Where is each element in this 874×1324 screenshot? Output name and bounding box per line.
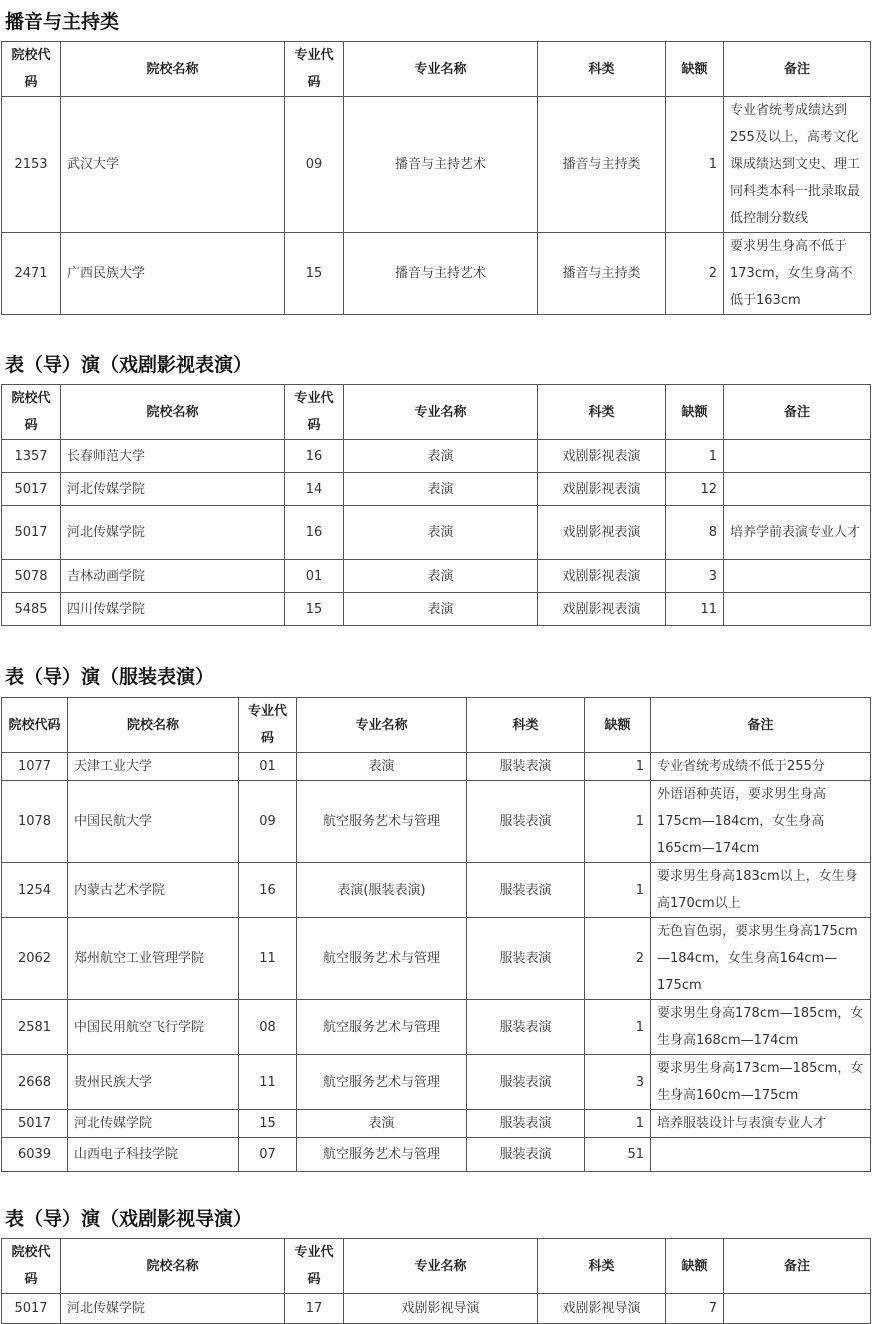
table-row [2, 593, 871, 626]
section-title: 表（导）演（服装表演） [5, 666, 215, 688]
major-name-cell: 航空服务艺术与管理 [297, 918, 467, 1000]
major-code-cell: 15 [285, 593, 344, 626]
vacancy-cell: 11 [666, 593, 724, 626]
section-title: 表（导）演（戏剧影视表演） [5, 354, 253, 376]
school-code-cell: 6039 [2, 1138, 68, 1172]
remarks-cell: 外语语种英语，要求男生身高175cm—184cm，女生身高165cm—174cm [651, 781, 871, 863]
major-name-header: 专业名称 [344, 1239, 538, 1294]
vacancy-header: 缺额 [585, 698, 651, 753]
category-header: 科类 [538, 42, 666, 97]
category-header: 科类 [467, 698, 585, 753]
category-cell: 服装表演 [467, 1138, 585, 1172]
section-title: 表（导）演（戏剧影视导演） [5, 1208, 253, 1230]
major-code-cell: 16 [285, 506, 344, 560]
remarks-cell: 要求男生身高183cm以上，女生身高170cm以上 [651, 863, 871, 918]
major-code-cell: 14 [285, 473, 344, 506]
major-name-cell: 表演 [297, 753, 467, 781]
category-cell: 服装表演 [467, 1055, 585, 1110]
remarks-header: 备注 [651, 698, 871, 753]
school-name-cell: 广西民族大学 [61, 233, 285, 315]
major-name-cell: 航空服务艺术与管理 [297, 1055, 467, 1110]
remarks-cell [724, 1294, 871, 1324]
school-name-cell: 长春师范大学 [61, 440, 285, 473]
major-code-cell: 01 [239, 753, 297, 781]
vacancy-cell: 1 [585, 781, 651, 863]
table-row [2, 781, 871, 863]
table-row [2, 1055, 871, 1110]
major-code-cell: 08 [239, 1000, 297, 1055]
school-code-cell: 2471 [2, 233, 61, 315]
category-cell: 服装表演 [467, 1000, 585, 1055]
major-code-header: 专业代码 [285, 1239, 344, 1294]
admission-table [1, 384, 871, 626]
remarks-cell: 要求男生身高173cm—185cm，女生身高160cm—175cm [651, 1055, 871, 1110]
school-code-cell: 2062 [2, 918, 68, 1000]
vacancy-cell: 2 [666, 233, 724, 315]
remarks-header: 备注 [724, 42, 871, 97]
school-name-cell: 河北传媒学院 [61, 473, 285, 506]
table-row [2, 753, 871, 781]
major-name-cell: 表演(服装表演) [297, 863, 467, 918]
major-name-cell: 播音与主持艺术 [344, 233, 538, 315]
major-name-cell: 航空服务艺术与管理 [297, 1138, 467, 1172]
school-code-cell: 2668 [2, 1055, 68, 1110]
table-row [2, 506, 871, 560]
school-name-cell: 中国民航大学 [68, 781, 239, 863]
school-name-cell: 天津工业大学 [68, 753, 239, 781]
category-cell: 服装表演 [467, 918, 585, 1000]
remarks-cell: 培养学前表演专业人才 [724, 506, 871, 560]
remarks-cell: 专业省统考成绩达到255及以上，高考文化课成绩达到文史、理工同科类本科一批录取最低控制分数线 [724, 97, 871, 233]
major-code-header: 专业代码 [239, 698, 297, 753]
school-code-cell: 5017 [2, 473, 61, 506]
remarks-cell [651, 1138, 871, 1172]
school-name-cell: 郑州航空工业管理学院 [68, 918, 239, 1000]
remarks-cell: 要求男生身高178cm—185cm，女生身高168cm—174cm [651, 1000, 871, 1055]
school-code-cell: 1357 [2, 440, 61, 473]
category-cell: 戏剧影视导演 [538, 1294, 666, 1324]
major-name-header: 专业名称 [344, 42, 538, 97]
table-header-row [2, 1239, 871, 1294]
major-code-cell: 09 [239, 781, 297, 863]
table-header-row [2, 385, 871, 440]
category-cell: 戏剧影视表演 [538, 473, 666, 506]
school-name-cell: 河北传媒学院 [61, 506, 285, 560]
category-cell: 戏剧影视表演 [538, 560, 666, 593]
school-name-cell: 武汉大学 [61, 97, 285, 233]
school-code-cell: 2581 [2, 1000, 68, 1055]
major-name-cell: 表演 [344, 506, 538, 560]
remarks-cell [724, 560, 871, 593]
major-code-header: 专业代码 [285, 42, 344, 97]
category-cell: 服装表演 [467, 1110, 585, 1138]
major-name-header: 专业名称 [344, 385, 538, 440]
category-cell: 播音与主持类 [538, 97, 666, 233]
vacancy-cell: 3 [585, 1055, 651, 1110]
school-name-header: 院校名称 [61, 1239, 285, 1294]
table-row [2, 473, 871, 506]
major-name-cell: 表演 [344, 473, 538, 506]
major-code-header: 专业代码 [285, 385, 344, 440]
vacancy-cell: 1 [585, 753, 651, 781]
category-cell: 戏剧影视表演 [538, 593, 666, 626]
major-code-cell: 15 [285, 233, 344, 315]
category-cell: 服装表演 [467, 781, 585, 863]
school-name-header: 院校名称 [61, 385, 285, 440]
vacancy-cell: 2 [585, 918, 651, 1000]
school-name-header: 院校名称 [61, 42, 285, 97]
school-name-cell: 河北传媒学院 [68, 1110, 239, 1138]
remarks-cell [724, 593, 871, 626]
vacancy-cell: 12 [666, 473, 724, 506]
category-header: 科类 [538, 1239, 666, 1294]
school-name-header: 院校名称 [68, 698, 239, 753]
school-name-cell: 四川传媒学院 [61, 593, 285, 626]
school-name-cell: 吉林动画学院 [61, 560, 285, 593]
table-row [2, 440, 871, 473]
major-code-cell: 01 [285, 560, 344, 593]
remarks-cell: 培养服装设计与表演专业人才 [651, 1110, 871, 1138]
category-cell: 戏剧影视表演 [538, 506, 666, 560]
major-code-cell: 16 [239, 863, 297, 918]
vacancy-cell: 7 [666, 1294, 724, 1324]
school-name-cell: 中国民用航空飞行学院 [68, 1000, 239, 1055]
table-row [2, 233, 871, 315]
table-row [2, 560, 871, 593]
school-code-cell: 1254 [2, 863, 68, 918]
major-name-cell: 表演 [344, 560, 538, 593]
vacancy-header: 缺额 [666, 42, 724, 97]
major-name-cell: 播音与主持艺术 [344, 97, 538, 233]
remarks-cell: 无色盲色弱，要求男生身高175cm—184cm，女生身高164cm—175cm [651, 918, 871, 1000]
school-code-header: 院校代码 [2, 1239, 61, 1294]
major-name-cell: 表演 [344, 593, 538, 626]
school-code-cell: 5485 [2, 593, 61, 626]
school-code-cell: 5017 [2, 1294, 61, 1324]
major-code-cell: 17 [285, 1294, 344, 1324]
school-code-cell: 5078 [2, 560, 61, 593]
remarks-cell: 要求男生身高不低于173cm，女生身高不低于163cm [724, 233, 871, 315]
table-row [2, 1138, 871, 1172]
vacancy-cell: 1 [666, 97, 724, 233]
major-code-cell: 11 [239, 918, 297, 1000]
major-name-cell: 航空服务艺术与管理 [297, 1000, 467, 1055]
section-title: 播音与主持类 [5, 11, 120, 33]
vacancy-cell: 1 [666, 440, 724, 473]
vacancy-cell: 1 [585, 863, 651, 918]
school-code-header: 院校代码 [2, 385, 61, 440]
school-code-cell: 5017 [2, 506, 61, 560]
table-header-row [2, 42, 871, 97]
table-row [2, 1294, 871, 1324]
school-code-cell: 2153 [2, 97, 61, 233]
major-code-cell: 09 [285, 97, 344, 233]
major-code-cell: 16 [285, 440, 344, 473]
remarks-cell [724, 473, 871, 506]
remarks-cell [724, 440, 871, 473]
major-name-cell: 航空服务艺术与管理 [297, 781, 467, 863]
category-cell: 戏剧影视表演 [538, 440, 666, 473]
table-row [2, 97, 871, 233]
table-header-row [2, 698, 871, 753]
school-name-cell: 河北传媒学院 [61, 1294, 285, 1324]
major-name-cell: 表演 [297, 1110, 467, 1138]
major-code-cell: 11 [239, 1055, 297, 1110]
remarks-header: 备注 [724, 385, 871, 440]
major-code-cell: 07 [239, 1138, 297, 1172]
category-cell: 播音与主持类 [538, 233, 666, 315]
major-name-header: 专业名称 [297, 698, 467, 753]
admission-table [1, 1238, 871, 1324]
table-row [2, 918, 871, 1000]
category-header: 科类 [538, 385, 666, 440]
major-code-cell: 15 [239, 1110, 297, 1138]
school-name-cell: 内蒙古艺术学院 [68, 863, 239, 918]
vacancy-header: 缺额 [666, 385, 724, 440]
vacancy-cell: 3 [666, 560, 724, 593]
vacancy-cell: 51 [585, 1138, 651, 1172]
school-name-cell: 贵州民族大学 [68, 1055, 239, 1110]
admission-table [1, 697, 871, 1172]
school-code-header: 院校代码 [2, 698, 68, 753]
vacancy-header: 缺额 [666, 1239, 724, 1294]
school-name-cell: 山西电子科技学院 [68, 1138, 239, 1172]
vacancy-cell: 1 [585, 1110, 651, 1138]
school-code-header: 院校代码 [2, 42, 61, 97]
school-code-cell: 1077 [2, 753, 68, 781]
major-name-cell: 表演 [344, 440, 538, 473]
school-code-cell: 1078 [2, 781, 68, 863]
table-row [2, 1110, 871, 1138]
remarks-cell: 专业省统考成绩不低于255分 [651, 753, 871, 781]
table-row [2, 1000, 871, 1055]
category-cell: 服装表演 [467, 753, 585, 781]
vacancy-cell: 8 [666, 506, 724, 560]
remarks-header: 备注 [724, 1239, 871, 1294]
school-code-cell: 5017 [2, 1110, 68, 1138]
category-cell: 服装表演 [467, 863, 585, 918]
major-name-cell: 戏剧影视导演 [344, 1294, 538, 1324]
vacancy-cell: 1 [585, 1000, 651, 1055]
admission-table [1, 41, 871, 315]
table-row [2, 863, 871, 918]
